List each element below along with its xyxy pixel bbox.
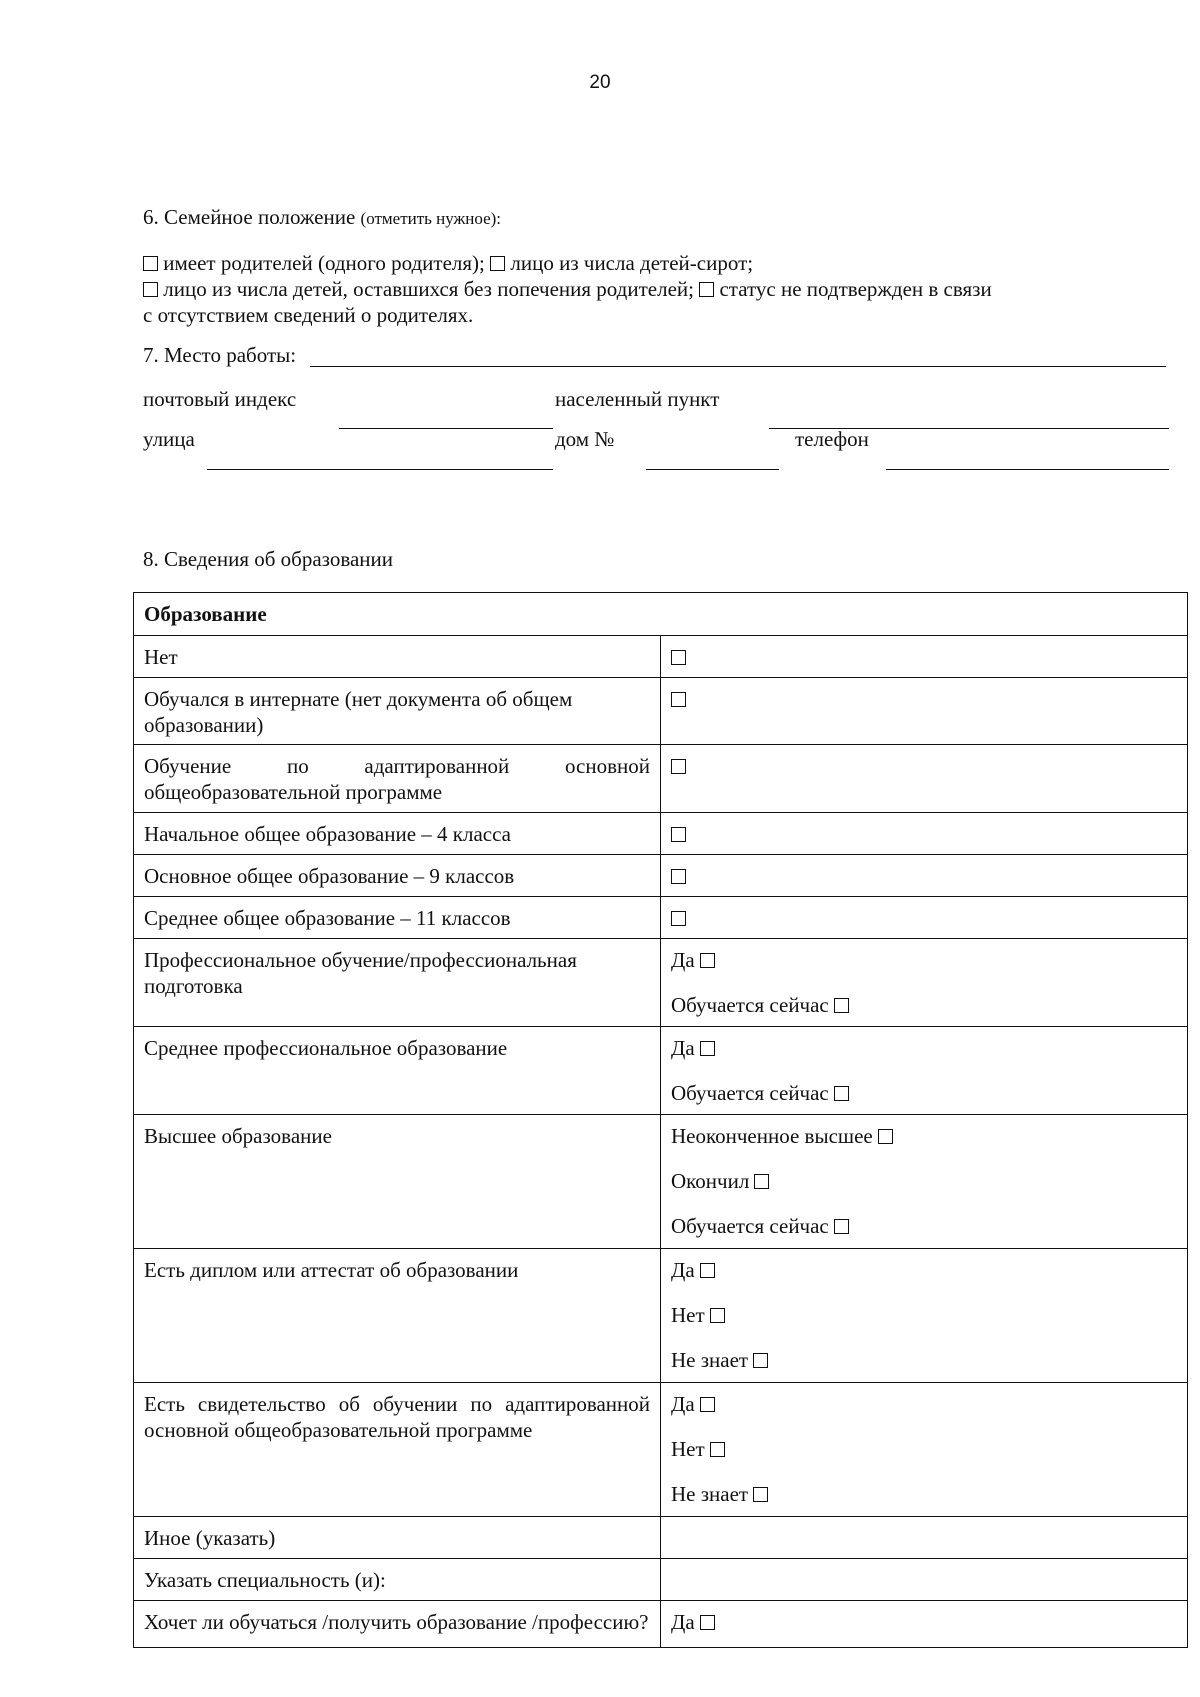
education-options [661,897,1188,939]
education-options [661,1249,1188,1383]
option-item [671,947,1177,973]
education-label-diploma: Есть диплом или аттестат об образовании [134,1249,661,1383]
postal-code-field[interactable] [339,428,553,429]
education-options [661,1601,1188,1648]
table-row [134,1115,1188,1249]
option-label: Не знает [671,1348,749,1372]
education-options [661,1115,1188,1249]
option-label: Обучается сейчас [671,1081,829,1105]
house-label: дом № [555,427,615,451]
education-label-wants-study: Хочет ли обучаться /получить образование /профессию? [134,1601,661,1648]
checkbox-education-primary[interactable] [671,827,686,842]
section6-note: (отметить нужное): [360,209,502,228]
locality-label: населенный пункт [555,387,720,411]
phone-field[interactable] [886,469,1169,470]
option-label: Не знает [671,1482,749,1506]
education-table-header: Образование [134,593,1188,636]
education-label-certificate: Есть свидетельство об обучении по адаптированной основной общеобразовательной программе [134,1383,661,1517]
section6-title: 6. Семейное положение [143,205,356,229]
option-item [671,992,1177,1018]
checkbox-without-care[interactable] [143,282,158,297]
page-number: 20 [589,72,611,93]
checkbox-education-none[interactable] [671,650,686,665]
checkbox-certificate-no[interactable] [710,1442,725,1457]
checkbox-education-boarding-school[interactable] [671,692,686,707]
checkbox-vocational-studying-now[interactable] [834,998,849,1013]
option-status-unconfirmed: статус не подтвержден в связи [719,277,992,301]
table-row [134,855,1188,897]
option-label: Обучается сейчас [671,1214,829,1238]
education-options [661,636,1188,678]
table-row [134,1383,1188,1517]
table-row [134,636,1188,678]
checkbox-has-parents[interactable] [143,256,158,271]
table-row [134,939,1188,1027]
checkbox-spo-yes[interactable] [700,1041,715,1056]
education-label-basic: Основное общее образование – 9 классов [134,855,661,897]
option-item [671,1123,1177,1149]
checkbox-orphan[interactable] [490,256,505,271]
option-has-parents: имеет родителей (одного родителя); [163,251,485,275]
table-row [134,1601,1188,1648]
checkbox-higher-graduated[interactable] [754,1174,769,1189]
option-item [671,1035,1177,1061]
option-label: Да [671,1610,695,1634]
option-label: Да [671,948,695,972]
option-item [671,1257,1177,1283]
education-label-secondary-professional: Среднее профессиональное образование [134,1027,661,1115]
section6-heading [143,205,501,230]
education-table-header-row [134,593,1188,636]
phone-label: телефон [795,427,869,451]
option-item [671,1347,1177,1373]
education-label-vocational-training: Профессиональное обучение/профессиональная подготовка [134,939,661,1027]
option-item [671,1080,1177,1106]
option-label: Обучается сейчас [671,993,829,1017]
education-options [661,745,1188,813]
education-options [661,678,1188,745]
table-row [134,1517,1188,1559]
option-orphan: лицо из числа детей-сирот; [510,251,754,275]
education-label-higher: Высшее образование [134,1115,661,1249]
education-options [661,855,1188,897]
table-row [134,745,1188,813]
house-field[interactable] [646,469,779,470]
education-label-boarding-school: Обучался в интернате (нет документа об общем образовании) [134,678,661,745]
section6-continuation: с отсутствием сведений о родителях. [143,303,474,327]
option-item [671,1213,1177,1239]
option-label: Неоконченное высшее [671,1124,873,1148]
education-table [133,592,1188,1648]
street-label: улица [143,427,195,451]
checkbox-certificate-unknown[interactable] [753,1487,768,1502]
table-row [134,1249,1188,1383]
education-options [661,813,1188,855]
postal-code-label: почтовый индекс [143,387,297,411]
option-item [671,1481,1177,1507]
checkbox-diploma-no[interactable] [710,1308,725,1323]
option-item [671,1168,1177,1194]
education-options [661,1027,1188,1115]
education-options [661,1383,1188,1517]
option-label: Да [671,1392,695,1416]
checkbox-higher-studying-now[interactable] [834,1219,849,1234]
checkbox-certificate-yes[interactable] [700,1397,715,1412]
option-label: Нет [671,1437,705,1461]
workplace-field[interactable] [310,366,1166,367]
table-row [134,813,1188,855]
checkbox-higher-incomplete[interactable] [878,1129,893,1144]
street-field[interactable] [207,469,553,470]
section6-options-line1 [143,251,753,276]
option-label: Нет [671,1303,705,1327]
table-row [134,1027,1188,1115]
education-label-adapted-program: Обучение по адаптированной основной общеобразовательной программе [134,745,661,813]
checkbox-vocational-yes[interactable] [700,953,715,968]
checkbox-education-basic[interactable] [671,869,686,884]
option-label: Да [671,1258,695,1282]
section8-title: 8. Сведения об образовании [143,547,394,571]
option-item [671,1302,1177,1328]
education-specialty-field[interactable] [661,1559,1188,1601]
checkbox-wants-study-yes[interactable] [700,1615,715,1630]
education-label-other: Иное (указать) [134,1517,661,1559]
option-label: Окончил [671,1169,750,1193]
checkbox-status-unconfirmed[interactable] [699,282,714,297]
checkbox-education-adapted-program[interactable] [671,759,686,774]
table-row [134,897,1188,939]
checkbox-diploma-unknown[interactable] [753,1353,768,1368]
option-item [671,1391,1177,1417]
option-item [671,1436,1177,1462]
checkbox-spo-studying-now[interactable] [834,1086,849,1101]
education-label-secondary: Среднее общее образование – 11 классов [134,897,661,939]
education-label-primary: Начальное общее образование – 4 класса [134,813,661,855]
option-item [671,1609,1177,1635]
checkbox-diploma-yes[interactable] [700,1263,715,1278]
table-row [134,1559,1188,1601]
education-other-field[interactable] [661,1517,1188,1559]
option-label: Да [671,1036,695,1060]
section6-options-line2 [143,277,992,302]
education-label-none: Нет [134,636,661,678]
option-without-care: лицо из числа детей, оставшихся без попечения родителей; [163,277,694,301]
section7-title: 7. Место работы: [143,343,297,367]
education-label-specialty: Указать специальность (и): [134,1559,661,1601]
education-options [661,939,1188,1027]
table-row [134,678,1188,745]
checkbox-education-secondary[interactable] [671,911,686,926]
